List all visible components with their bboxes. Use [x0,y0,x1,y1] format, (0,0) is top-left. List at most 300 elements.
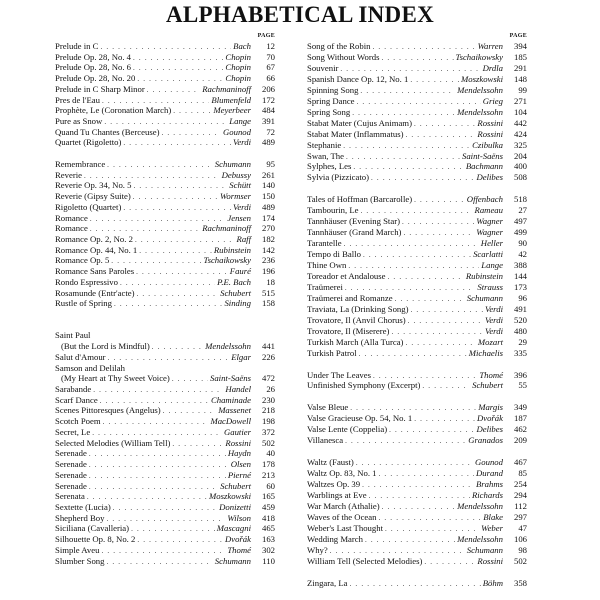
index-entry [55,545,275,556]
entry-page-number: 182 [261,233,275,244]
entry-composer: Delibes [476,172,503,183]
entry-composer: Verdi [232,201,251,212]
entry-title: Why? [307,544,328,555]
entry-composer: Blumenfeld [211,94,251,105]
index-entry [307,348,527,359]
index-entry [55,438,275,449]
entry-page-number: 472 [261,373,275,384]
entry-composer: Drdla [482,62,503,73]
dot-leader [365,535,455,546]
entry-page-number: 515 [261,287,275,298]
index-entry [307,85,527,96]
dot-leader [352,108,455,119]
entry-title: Valse Gracieuse Op. 54, No. 1 [307,413,413,424]
index-entry [307,402,527,413]
entry-title: Serenata [55,491,85,502]
entry-title: Warblings at Eve [307,489,367,500]
index-entry [307,512,527,523]
entry-composer: Thomé [227,544,251,555]
dot-leader [362,480,474,491]
index-entry [55,137,275,148]
dot-leader [424,557,475,568]
index-entry [55,170,275,181]
entry-title: Rosamunde (Entr'acte) [55,287,135,298]
index-entry [55,116,275,127]
entry-page-number: 442 [513,117,527,128]
entry-title: Trovatore, Il (Anvil Chorus) [307,314,406,325]
entry-composer: Rubinstein [213,244,251,255]
index-entry [307,140,527,151]
entry-page-number: 158 [261,298,275,309]
dot-leader [359,349,467,360]
entry-title: Romance [55,223,88,234]
entry-composer: Richards [471,489,503,500]
index-entry [307,380,527,391]
entry-title: Under The Leaves [307,369,372,380]
entry-composer: Warren [477,41,503,51]
entry-title: Song Without Words [307,51,380,62]
entry-title: Serenade [55,480,87,491]
page-title: ALPHABETICAL INDEX [165,2,435,27]
entry-page-number: 508 [513,172,527,183]
entry-page-number: 291 [513,62,527,73]
entry-composer: Granados [468,435,503,446]
entry-title: Reverie [55,169,83,180]
index-entry [307,556,527,567]
dot-leader [414,195,465,206]
entry-title: Samson and Delilah [55,362,125,373]
index-entry [55,52,275,63]
entry-composer: Schumann [214,158,251,169]
dot-leader [346,152,460,163]
entry-page-number: 491 [513,303,527,314]
index-entry [55,298,275,309]
entry-page-number: 489 [261,201,275,212]
entry-title: Sylphes, Les [307,161,352,172]
entry-composer: Wormser [219,191,251,202]
entry-title: Shepherd Boy [55,512,105,523]
entry-composer: Mendelssohn [457,533,503,544]
entry-title: Romance Op. 44, No. 1 [55,244,138,255]
entry-page-number: 99 [518,84,527,95]
entry-page-number: 396 [513,369,527,380]
dot-leader [345,283,476,294]
entry-title: Secret, Le [55,426,91,437]
entry-page-number: 391 [261,116,275,127]
entry-page-number: 55 [518,380,527,391]
dot-leader [379,469,474,480]
index-entry [307,370,527,381]
entry-page-number: 140 [261,180,275,191]
entry-page-number: 518 [513,194,527,205]
index-entry [307,501,527,512]
index-entry [55,448,275,459]
entry-title: Rondo Espressivo [55,276,118,287]
entry-page-number: 185 [513,51,527,62]
entry-composer: Dvořák [224,534,251,545]
index-entry [307,172,527,183]
entry-composer: Grieg [482,95,503,106]
index-entry [307,227,527,238]
entry-composer: Wagner [476,216,503,227]
entry-title: (But the Lord is Mindful) [61,341,150,352]
entry-page-number: 270 [261,223,275,234]
index-entry [307,96,527,107]
page-column-header: PAGE [509,33,527,39]
entry-title: Serenade [55,469,87,480]
entry-page-number: 198 [261,416,275,427]
entry-composer: Chopin [225,51,251,62]
entry-page-number: 388 [513,260,527,270]
entry-composer: Debussy [221,169,251,180]
entry-title: Prelude in C [55,41,99,51]
entry-title: Wedding March [307,533,363,544]
entry-composer: Lange [229,116,251,127]
entry-title: Valse Bleue [307,402,349,413]
entry-page-number: 294 [513,489,527,500]
entry-page-number: 60 [266,480,275,491]
entry-title: War March (Athalie) [307,500,380,511]
entry-page-number: 499 [513,227,527,238]
entry-title: Spinning Song [307,84,359,95]
index-entry [307,457,527,468]
entry-title: Romance Sans Paroles [55,266,135,277]
dot-leader [345,436,466,447]
dot-leader [403,228,474,239]
entry-title: Toreador et Andalouse [307,270,386,281]
entry-page-number: 218 [261,405,275,416]
index-entry [307,326,527,337]
entry-title: Unfinished Symphony (Excerpt) [307,380,421,391]
entry-composer: Schubert [472,380,503,391]
index-entry [307,129,527,140]
entry-title: Stabat Mater (Inflammatus) [307,128,404,139]
entry-page-number: 400 [513,161,527,172]
entry-page-number: 358 [513,577,527,588]
entry-composer: Mendelssohn [205,341,251,352]
index-entry [55,416,275,427]
dot-leader [123,138,231,149]
dot-leader [356,458,473,469]
index-entry [307,545,527,556]
entry-composer: Verdi [484,303,503,314]
index-entry [55,363,275,374]
entry-page-number: 480 [513,325,527,336]
entry-page-number: 394 [513,41,527,51]
dot-leader [340,64,480,75]
entry-page-number: 110 [262,555,275,566]
entry-page-number: 104 [513,106,527,117]
index-entry [55,255,275,266]
entry-composer: Pierné [227,469,251,480]
dot-leader [414,119,475,130]
dot-leader [422,381,470,392]
dot-leader [388,272,464,283]
entry-composer: Dvořák [476,413,503,424]
entry-composer: Fauré [229,266,251,277]
entry-page-number: 27 [518,205,527,216]
index-entry [55,95,275,106]
index-entry [55,62,275,73]
entry-composer: P.E. Bach [217,276,251,287]
entry-composer: Offenbach [466,194,503,205]
entry-composer: Mascagni [216,523,251,534]
entry-title: Serenade [55,448,87,459]
entry-page-number: 142 [261,244,275,255]
dot-leader [350,403,476,414]
entry-title: Spring Dance [307,95,355,106]
entry-title: Prelude in C Sharp Minor [55,83,145,94]
entry-page-number: 497 [513,216,527,227]
index-entry [55,427,275,438]
index-entry [55,202,275,213]
entry-page-number: 325 [513,139,527,150]
entry-composer: Heller [480,238,503,249]
dot-leader [372,42,475,53]
entry-title: Sylvia (Pizzicato) [307,172,370,183]
dot-leader [343,141,470,152]
dot-leader [344,239,479,250]
entry-page-number: 489 [261,137,275,148]
entry-composer: Tschaikowsky [203,255,251,266]
index-entry [307,249,527,260]
dot-leader [389,425,474,436]
dot-leader [369,491,470,502]
dot-leader [371,173,474,184]
entry-composer: Durand [475,468,503,479]
entry-composer: Michaelis [468,347,503,358]
index-entry [55,481,275,492]
entry-title: Trovatore, Il (Miserere) [307,325,390,336]
index-entry [55,395,275,406]
index-entry [307,161,527,172]
entry-title: Slumber Song [55,555,105,566]
index-entry [55,341,275,352]
entry-composer: Olsen [230,459,251,470]
index-entry [307,424,527,435]
index-entry [55,159,275,170]
index-entry [55,84,275,95]
entry-page-number: 40 [266,448,275,459]
entry-title: Turkish March (Alla Turca) [307,336,404,347]
index-entry [307,107,527,118]
entry-page-number: 26 [266,384,275,395]
entry-title: Quand Tu Chantes (Berceuse) [55,126,160,137]
entry-page-number: 150 [261,191,275,202]
dot-leader [408,316,483,327]
index-entry [55,502,275,513]
entry-page-number: 297 [513,511,527,522]
entry-page-number: 112 [514,500,527,511]
entry-composer: Schubert [220,480,251,491]
index-entry [307,74,527,85]
entry-title: Stephanie [307,139,342,150]
entry-composer: Böhm [482,577,503,588]
entry-page-number: 174 [261,212,275,223]
entry-page-number: 226 [261,351,275,362]
entry-title: Valse Lente (Coppelia) [307,424,388,435]
index-entry [55,277,275,288]
index-entry [307,490,527,501]
index-entry [307,534,527,545]
index-entry [55,191,275,202]
entry-composer: Schütt [229,180,251,191]
entry-composer: Raff [236,233,251,244]
entry-title: Tarantelle [307,238,342,249]
index-entry [55,459,275,470]
dot-leader [360,86,455,97]
entry-page-number: 173 [513,281,527,292]
index-entry [55,556,275,567]
entry-composer: Massenet [218,405,251,416]
entry-composer: Moszkowski [209,491,251,502]
index-entry [307,238,527,249]
entry-title: Scarf Dance [55,394,98,405]
entry-title: Villanesca [307,435,344,446]
entry-title: Simple Aveu [55,544,100,555]
entry-title: Remembrance [55,158,106,169]
entry-page-number: 236 [261,255,275,266]
entry-composer: Rachmaninoff [202,223,251,234]
entry-title: Waltzes Op. 39 [307,479,361,489]
entry-title: Romance Op. 2, No. 2 [55,233,133,244]
entry-composer: Saint-Saëns [209,373,251,384]
entry-composer: Rossini [477,128,503,139]
entry-title: Rustle of Spring [55,298,112,309]
index-entry [307,260,527,271]
entry-page-number: 148 [513,73,527,84]
entry-title: Serenade [55,459,87,470]
dot-leader [411,305,483,316]
entry-composer: Chopin [225,73,251,84]
entry-title: Quartet (Rigoletto) [55,137,122,148]
entry-composer: Bach [233,41,251,51]
entry-composer: Verdi [232,137,251,148]
entry-composer: Schumann [466,292,503,303]
entry-composer: Wilson [227,512,251,523]
entry-composer: Mendelssohn [457,106,503,117]
entry-page-number: 418 [261,512,275,523]
entry-composer: Gounod [475,457,503,468]
index-entry [55,41,275,52]
index-entry [307,479,527,490]
entry-page-number: 484 [261,105,275,116]
dot-leader [361,206,473,217]
entry-composer: Schumann [466,544,503,555]
entry-page-number: 209 [513,435,527,446]
entry-composer: Weber [481,522,503,533]
entry-title: Stabat Mater (Cujus Animam) [307,117,412,128]
entry-page-number: 261 [261,169,275,180]
entry-title: Sarabande [55,384,92,395]
entry-title: Zingara, La [307,577,348,588]
index-entry [55,105,275,116]
dot-leader [353,162,463,173]
dot-leader [363,250,471,261]
entry-title: Reverie (Gipsy Suite) [55,191,131,202]
entry-title: Prophète, Le (Coronation March) [55,105,172,116]
entry-title: Prelude Op. 28, No. 20 [55,73,136,84]
dot-leader [373,371,477,382]
entry-title: Waltz Op. 83, No. 1 [307,468,377,479]
entry-page-number: 372 [261,426,275,437]
entry-page-number: 502 [261,437,275,448]
entry-title: Turkish Patrol [307,347,357,358]
entry-title: Silhouette Op. 8, No. 2 [55,534,136,545]
dot-leader [410,75,459,86]
dot-leader [385,524,479,535]
entry-title: Siciliana (Cavalleria) [55,523,130,534]
entry-page-number: 29 [518,336,527,347]
entry-page-number: 459 [261,501,275,512]
entry-page-number: 12 [266,41,275,51]
index-entry [307,293,527,304]
dot-leader [382,502,456,513]
entry-composer: Blake [483,511,503,522]
entry-page-number: 441 [261,341,275,352]
index-entry [307,151,527,162]
entry-title: Prelude Op. 28, No. 4 [55,51,132,62]
index-entry [307,578,527,589]
entry-composer: Handel [225,384,251,395]
index-entry [307,468,527,479]
entry-page-number: 465 [261,523,275,534]
entry-page-number: 95 [266,158,275,169]
entry-composer: Bachmann [465,161,503,172]
entry-composer: Rossini [477,555,503,566]
entry-title: Saint Paul [55,330,91,341]
entry-composer: Mendelssohn [457,500,503,511]
entry-composer: Gautier [223,426,251,437]
entry-page-number: 144 [513,270,527,281]
entry-title: Traümerei and Romanze [307,292,393,303]
entry-composer: Margis [478,402,503,413]
entry-composer: Czibulka [472,139,503,150]
entry-page-number: 206 [261,83,275,94]
entry-page-number: 90 [518,238,527,249]
entry-composer: Rachmaninoff [202,83,251,94]
entry-composer: Brahms [475,479,503,489]
index-entry [55,245,275,256]
index-entry [307,118,527,129]
index-entry [55,127,275,138]
entry-composer: Lange [481,260,503,270]
entry-composer: Jensen [227,212,251,223]
entry-composer: Rossini [225,437,251,448]
dot-leader [330,546,465,557]
entry-page-number: 172 [261,94,275,105]
index-entry [55,513,275,524]
entry-page-number: 335 [513,347,527,358]
entry-title: William Tell (Selected Melodies) [307,555,423,566]
entry-title: Romance [55,212,88,223]
dot-leader [395,294,465,305]
entry-title: Waves of the Ocean [307,511,377,522]
index-entry [307,435,527,446]
entry-title: Tempo di Ballo [307,249,361,260]
entry-title: Selected Melodies (William Tell) [55,437,171,448]
entry-title: Tannhäuser (Evening Star) [307,216,400,227]
entry-title: Scotch Poem [55,416,101,427]
index-entry [307,216,527,227]
index-entry [307,523,527,534]
entry-title: Rigoletto (Quartet) [55,201,122,212]
index-entry [55,288,275,299]
index-entry [55,352,275,363]
entry-page-number: 42 [518,249,527,260]
entry-page-number: 302 [261,544,275,555]
index-entry [55,523,275,534]
